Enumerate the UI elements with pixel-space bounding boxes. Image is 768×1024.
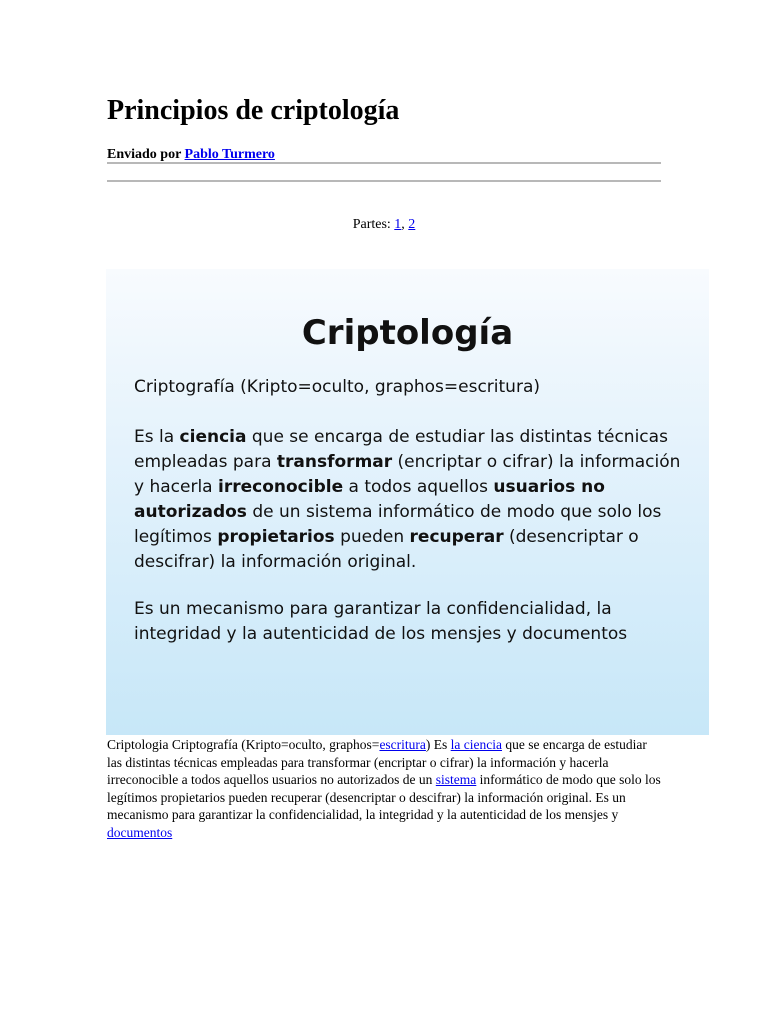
page-title: Principios de criptología — [107, 95, 400, 126]
slide-text-run: de un sistema informático de modo que solo los legítimos — [134, 502, 662, 547]
slide-bold-run: recuperar — [409, 527, 504, 547]
slide-subtitle: Criptografía (Kripto=oculto, graphos=escritura) — [134, 377, 540, 397]
body-text-run: ) Es — [425, 737, 451, 752]
author-link[interactable]: Pablo Turmero — [184, 147, 275, 162]
link-documentos[interactable]: documentos — [107, 824, 173, 840]
slide-text-run: (desencriptar o descifrar) la información original. — [134, 527, 639, 572]
slide-bold-run: usuarios no autorizados — [134, 477, 605, 522]
slide-bold-run: irreconocible — [218, 477, 344, 497]
slide-paragraph-definition — [134, 425, 694, 575]
slide-bold-run: propietarios — [217, 527, 335, 547]
article-body — [107, 736, 663, 841]
divider-top — [107, 162, 661, 164]
body-text-run: informático de modo que solo los legítimos propietarios pueden recuperar (desencriptar o descifrar) la información original. Es un mecanismo para garantizar la confidencialidad, la integridad y la autenticidad de los mensjes y — [107, 772, 661, 822]
body-text-run: Criptologia Criptografía (Kripto=oculto, graphos= — [107, 737, 380, 752]
slide-text-run: Es la — [134, 427, 180, 447]
link-sistema[interactable]: sistema — [435, 772, 477, 787]
page-link-1[interactable]: 1 — [394, 217, 402, 232]
slide-text-run: a todos aquellos — [343, 477, 494, 497]
slide-title: Criptología — [301, 313, 514, 353]
divider-bottom — [107, 180, 661, 182]
slide-image — [106, 269, 709, 735]
pagination-label: Partes: — [352, 217, 391, 232]
slide-text-run: pueden — [334, 527, 410, 547]
body-text-run: que se encarga de estudiar las distintas técnicas empleadas para transformar (encriptar o cifrar) la información y hacerla irreconocible a todos aquellos usuarios no autorizados de un — [107, 737, 647, 787]
pagination-separator: , — [401, 217, 405, 232]
slide-text-run: (encriptar o cifrar) la información y hacerla — [134, 452, 681, 497]
slide-paragraph-purpose: Es un mecanismo para garantizar la confidencialidad, la integridad y la autenticidad de los mensjes y documentos — [134, 599, 628, 644]
link-la-ciencia[interactable]: la ciencia — [450, 737, 503, 752]
link-escritura[interactable]: escritura — [379, 737, 426, 752]
byline-prefix: Enviado por — [107, 147, 182, 162]
slide-text-run: que se encarga de estudiar las distintas técnicas empleadas para — [134, 427, 668, 472]
slide-bold-run: ciencia — [179, 427, 247, 447]
slide-bold-run: transformar — [276, 452, 393, 472]
page-link-2[interactable]: 2 — [408, 217, 416, 232]
pagination — [0, 216, 768, 234]
